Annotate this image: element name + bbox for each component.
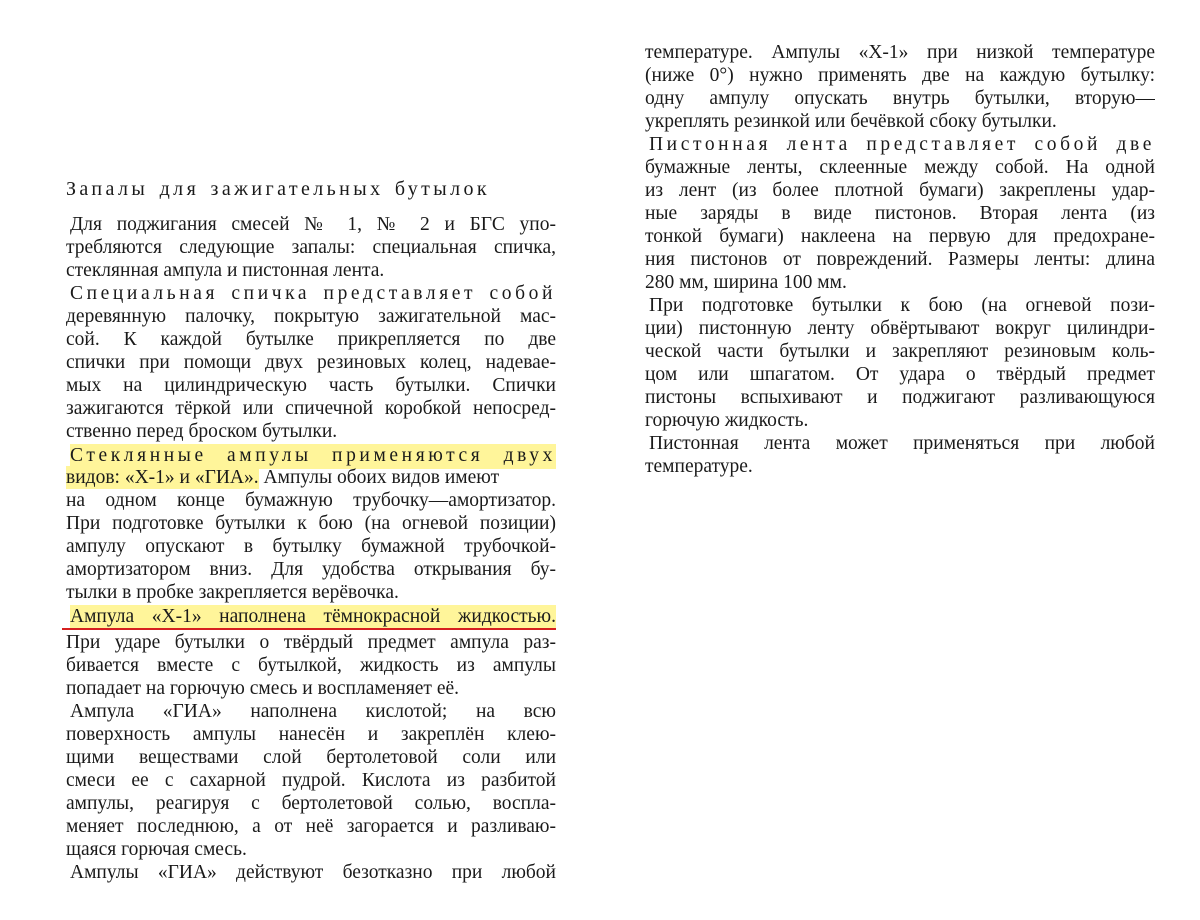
text-line: щаяся горючая смесь.: [66, 839, 247, 860]
text-line: При подготовке бутылки к бою (на огневой пози-: [649, 295, 1155, 316]
highlighted-text-line: Ампула «Х-1» наполнена тёмнокрасной жидкостью.: [70, 605, 556, 630]
highlighted-text-line: Стеклянные ампулы применяются двух: [70, 444, 556, 469]
text-line: меняет последнюю, а от неё загорается и разливаю-: [66, 816, 556, 837]
text-line: одну ампулу опускать внутрь бутылки, вторую—: [645, 88, 1155, 109]
text-line: ции) пистонную ленту обвёртывают вокруг цилиндри-: [645, 318, 1155, 339]
text-line: бивается вместе с бутылкой, жидкость из ампулы: [66, 655, 556, 676]
text-line: ственно перед броском бутылки.: [66, 421, 338, 442]
red-underline: [62, 628, 556, 630]
text-line: деревянную палочку, покрытую зажигательной мас-: [66, 306, 556, 327]
text-line: (ниже 0°) нужно применять две на каждую бутылку:: [645, 65, 1155, 86]
text-line: цом или шпагатом. От удара о твёрдый предмет: [645, 364, 1155, 385]
text-line: спички при помощи двух резиновых колец, надевае-: [66, 352, 556, 373]
text-line: ампулы, реагируя с бертолетовой солью, воспла-: [66, 793, 556, 814]
text-line: требляются следующие запалы: специальная спичка,: [66, 237, 556, 258]
text-line: пистоны вспыхивают и поджигают разливающуюся: [645, 387, 1155, 408]
text-line: укреплять резинкой или бечёвкой сбоку бутылки.: [645, 111, 1057, 132]
text-line: Пистонная лента может применяться при любой: [649, 433, 1155, 454]
text-line: Пистонная лента представляет собой две: [649, 134, 1155, 155]
text-line: попадает на горючую смесь и воспламеняет её.: [66, 678, 459, 699]
text-line: При подготовке бутылки к бою (на огневой позиции): [66, 513, 556, 534]
text-line: на одном конце бумажную трубочку—амортизатор.: [66, 490, 556, 511]
text-line: [66, 467, 556, 490]
text-line: При ударе бутылки о твёрдый предмет ампула раз-: [66, 632, 556, 653]
text-fragment: Ампулы обоих видов имеют: [263, 467, 500, 488]
text-line: тылки в пробке закрепляется верёвочка.: [66, 582, 399, 603]
text-line: Специальная спичка представляет собой: [70, 283, 556, 304]
text-line: Ампулы «ГИА» действуют безотказно при любой: [70, 862, 556, 883]
text-line: бумажные ленты, склеенные между собой. На одной: [645, 157, 1155, 178]
text-line: тонкой бумаги) наклеена на первую для предохране-: [645, 226, 1155, 247]
text-line: Для поджигания смесей № 1, № 2 и БГС упо-: [70, 214, 556, 235]
text-line: смеси ее с сахарной пудрой. Кислота из разбитой: [66, 770, 556, 791]
text-line: стеклянная ампула и пистонная лента.: [66, 260, 385, 281]
text-line: из лент (из более плотной бумаги) закреплены удар-: [645, 180, 1155, 201]
text-line: сой. К каждой бутылке прикрепляется по две: [66, 329, 556, 350]
text-line: температуре. Ампулы «Х-1» при низкой температуре: [645, 42, 1155, 63]
text-line: ческой части бутылки и закрепляют резиновым коль-: [645, 341, 1155, 362]
text-line: щими веществами слой бертолетовой соли или: [66, 747, 556, 768]
text-line: ные заряды в виде пистонов. Вторая лента (из: [645, 203, 1155, 224]
highlighted-text: видов: «Х-1» и «ГИА».: [66, 467, 259, 488]
text-line: зажигаются тёркой или спичечной коробкой непосред-: [66, 398, 556, 419]
text-line: 280 мм, ширина 100 мм.: [645, 272, 847, 293]
text-line: ния пистонов от повреждений. Размеры ленты: длина: [645, 249, 1155, 270]
text-line: Ампула «ГИА» наполнена кислотой; на всю: [70, 701, 556, 722]
text-line: мых на цилиндрическую часть бутылки. Спички: [66, 375, 556, 396]
text-line: амортизатором вниз. Для удобства открывания бу-: [66, 559, 556, 580]
text-line: температуре.: [645, 456, 753, 477]
text-line: горючую жидкость.: [645, 410, 809, 431]
text-line: ампулу опускают в бутылку бумажной трубочкой-: [66, 536, 556, 557]
text-line: поверхность ампулы нанесён и закреплён клею-: [66, 724, 556, 745]
section-heading: Запалы для зажигательных бутылок: [66, 178, 490, 200]
